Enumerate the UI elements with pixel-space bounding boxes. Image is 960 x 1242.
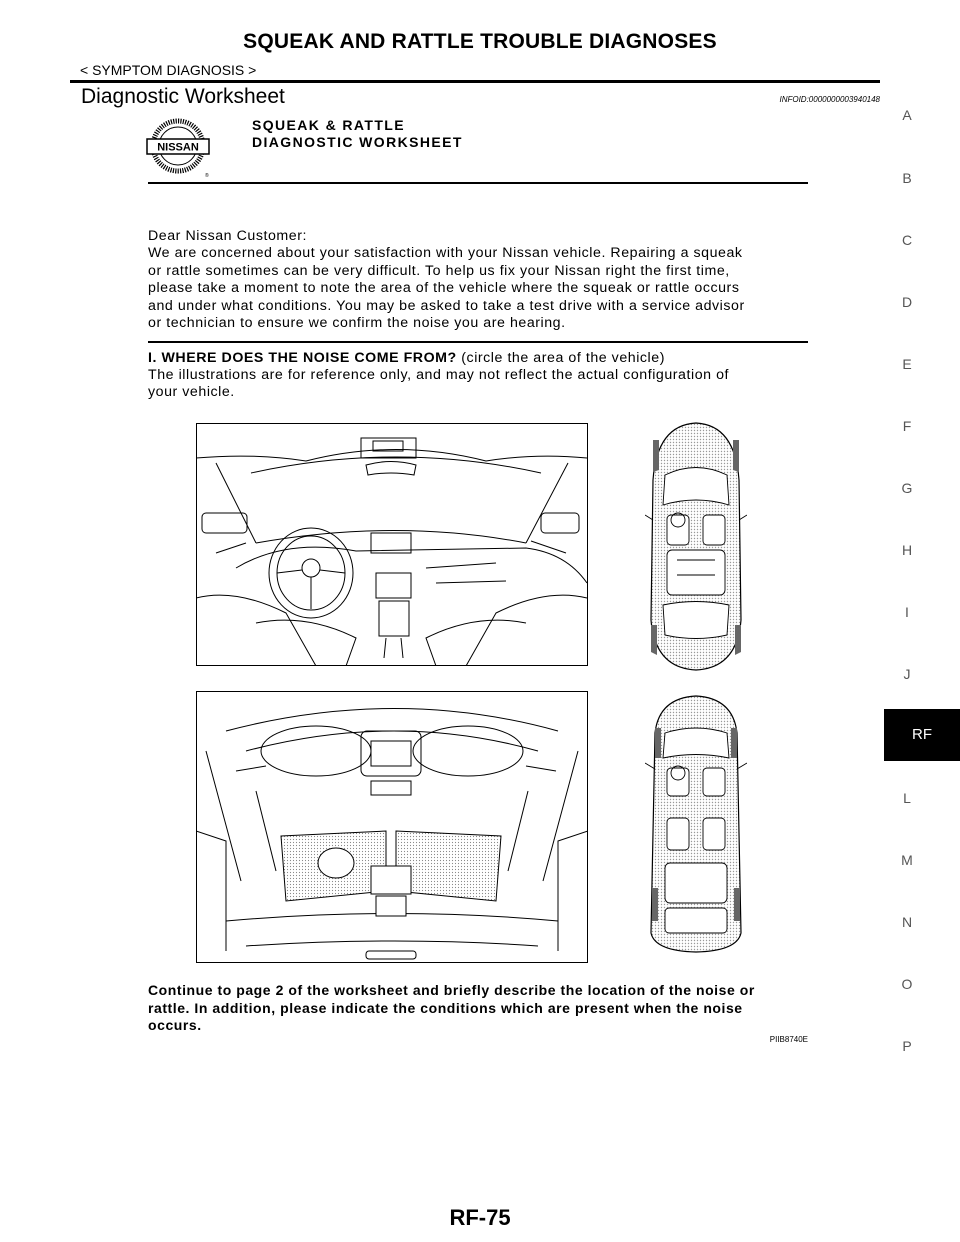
section-title: Diagnostic Worksheet xyxy=(81,85,285,108)
section-tab-o[interactable]: O xyxy=(901,976,913,992)
continue-line: rattle. In addition, please indicate the conditions which are present when the noise xyxy=(148,999,743,1016)
breadcrumb[interactable]: < SYMPTOM DIAGNOSIS > xyxy=(80,62,257,78)
question-block xyxy=(148,350,828,401)
intro-line: and under what conditions. You may be asked to take a test drive with a service advisor xyxy=(148,297,745,314)
intro-line: please take a moment to note the area of the vehicle where the squeak or rattle occurs xyxy=(148,280,740,297)
question-line: your vehicle. xyxy=(148,384,235,400)
section-tab-c[interactable]: C xyxy=(901,232,913,248)
section-tab-f[interactable]: F xyxy=(902,418,912,434)
intro-text xyxy=(148,228,828,332)
divider xyxy=(148,341,808,343)
page-header: SQUEAK AND RATTLE TROUBLE DIAGNOSES xyxy=(243,30,717,53)
section-tab-e[interactable]: E xyxy=(902,356,912,372)
figure-id: PIIB8740E xyxy=(769,1035,808,1044)
question-bold: I. WHERE DOES THE NOISE COME FROM? xyxy=(148,350,457,366)
section-tab-b[interactable]: B xyxy=(902,170,912,186)
continue-line: Continue to page 2 of the worksheet and briefly describe the location of the noise or xyxy=(148,982,755,998)
section-tab-g[interactable]: G xyxy=(901,480,913,496)
section-tab-i[interactable]: I xyxy=(905,604,909,620)
section-tab-n[interactable]: N xyxy=(901,914,913,930)
section-tab-h[interactable]: H xyxy=(901,542,913,558)
question-note: (circle the area of the vehicle) xyxy=(456,350,665,366)
worksheet-title-line1: SQUEAK & RATTLE xyxy=(252,117,405,133)
nissan-logo xyxy=(145,113,215,183)
info-id: INFOID:0000000003940148 xyxy=(779,95,880,104)
question-heading xyxy=(148,350,828,367)
sedan-top-view-illustration xyxy=(645,420,747,672)
intro-line: We are concerned about your satisfaction with your Nissan vehicle. Repairing a squeak xyxy=(148,245,743,262)
intro-line: or rattle sometimes can be very difficult. To help us fix your Nissan right the first time, xyxy=(148,262,730,279)
continue-instructions xyxy=(148,982,818,1035)
divider xyxy=(148,182,808,184)
intro-line: Dear Nissan Customer: xyxy=(148,228,307,244)
interior-rear-illustration xyxy=(196,691,588,963)
section-tab-rf-active[interactable]: RF xyxy=(884,709,960,761)
header-rule xyxy=(70,80,880,83)
worksheet-title-line2: DIAGNOSTIC WORKSHEET xyxy=(252,134,463,150)
question-line: The illustrations are for reference only, and may not reflect the actual configuration of xyxy=(148,367,729,383)
section-tab-p[interactable]: P xyxy=(902,1038,912,1054)
page-number: RF-75 xyxy=(449,1205,511,1230)
section-tab-m[interactable]: M xyxy=(901,852,913,868)
section-tab-d[interactable]: D xyxy=(901,294,913,310)
section-tab-l[interactable]: L xyxy=(903,790,911,806)
intro-line: or technician to ensure we confirm the noise you are hearing. xyxy=(148,315,566,332)
worksheet-title xyxy=(252,117,463,151)
section-tab-a[interactable]: A xyxy=(902,107,912,123)
section-tab-j[interactable]: J xyxy=(903,666,911,682)
logo-text: NISSAN xyxy=(157,141,199,154)
continue-line: occurs. xyxy=(148,1017,202,1034)
van-top-view-illustration xyxy=(645,693,747,955)
svg-text:®: ® xyxy=(205,173,209,179)
interior-front-illustration xyxy=(196,423,588,666)
